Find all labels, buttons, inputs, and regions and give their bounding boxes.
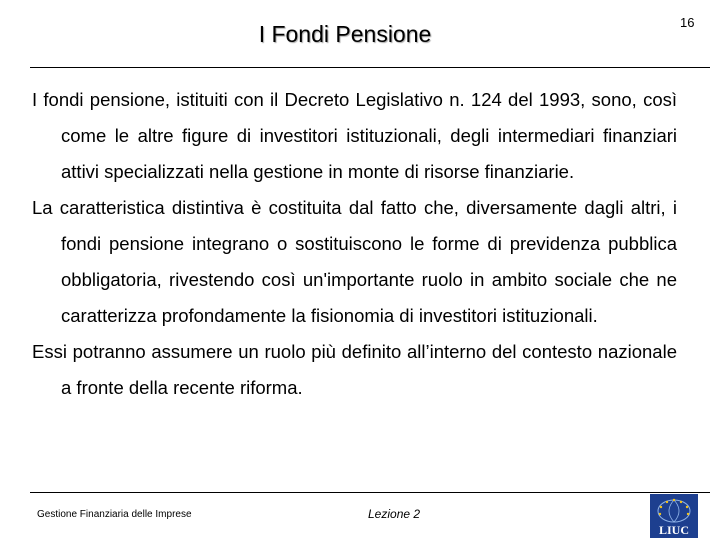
bottom-divider xyxy=(30,492,710,493)
paragraph-2: La caratteristica distintiva è costituita dal fatto che, diversamente dagli altri, i fondi pensione integrano o sostituiscono le forme di previdenza pubblica obbligatoria, rivestendo così un'importante ruolo in ambito sociale che ne caratterizza profondamente la fisionomia di investitori istituzionali. xyxy=(32,197,677,326)
logo-text: LIUC xyxy=(658,523,690,537)
page-number: 16 xyxy=(680,15,695,30)
paragraph-3: Essi potranno assumere un ruolo più definito all’interno del contesto nazionale a fronte della recente riforma. xyxy=(32,341,677,398)
liuc-logo xyxy=(650,494,698,538)
paragraph-1 xyxy=(32,82,677,190)
footer-course: Gestione Finanziaria delle Imprese xyxy=(37,509,192,520)
paragraph-1-pre: I xyxy=(32,89,44,110)
slide-body xyxy=(32,82,677,406)
top-divider xyxy=(30,67,710,68)
footer-lesson: Lezione 2 xyxy=(368,507,421,521)
paragraph-1-bold: fondi pensione xyxy=(43,89,165,110)
paragraph-1-rest: , istituiti con il Decreto Legislativo n. 124 del 1993, sono, così come le altre figure di investitori istituzionali, degli intermediari finanziari attivi specializzati nella gestione in monte di risorse finanziarie. xyxy=(61,89,678,182)
slide-title: I Fondi Pensione xyxy=(258,21,432,47)
